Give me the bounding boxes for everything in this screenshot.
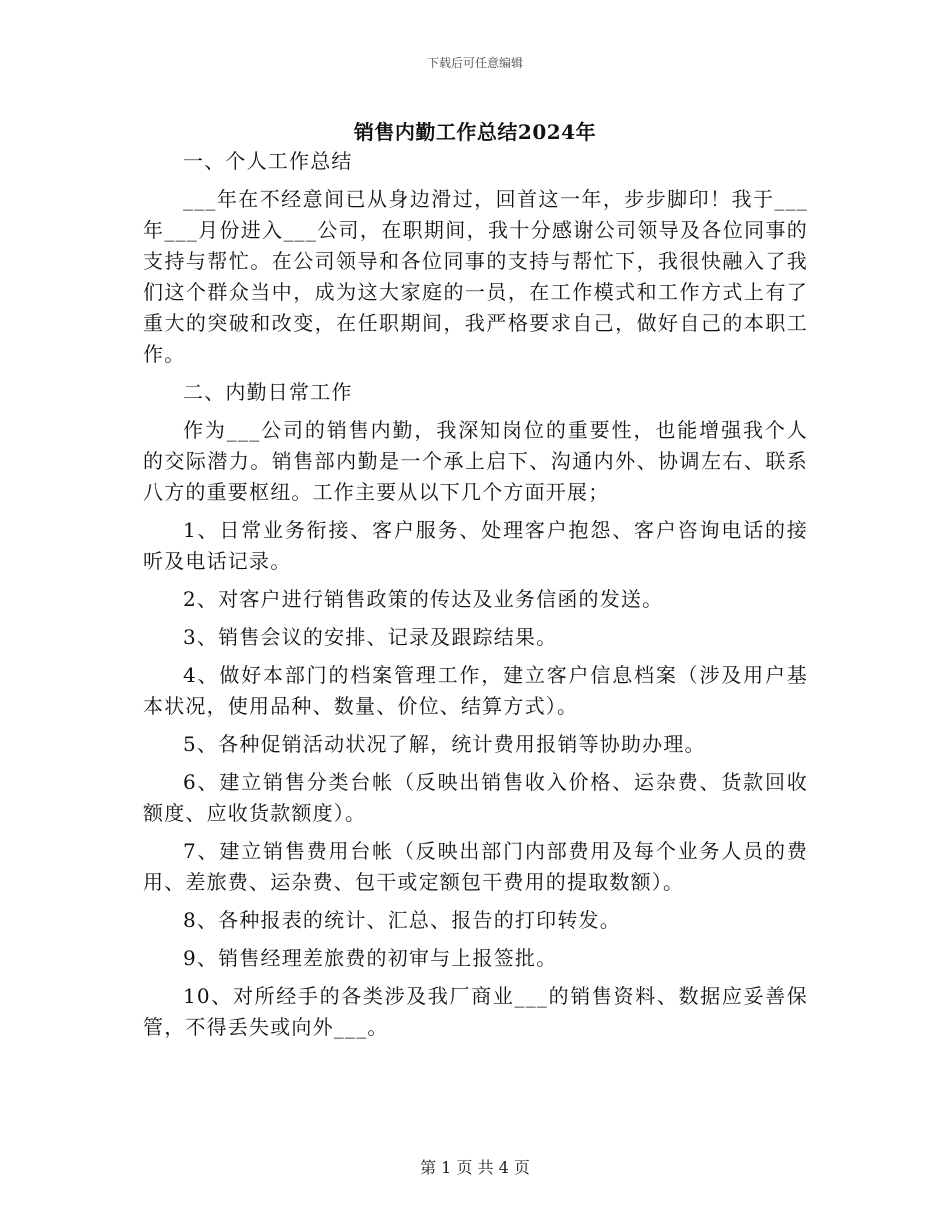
section-heading-daily-work: 二、内勤日常工作 [183,380,353,404]
document-title: 销售内勤工作总结2024年 [353,120,597,144]
list-item-9: 9、销售经理差旅费的初审与上报签批。 [183,946,558,970]
list-item-7: 7、建立销售费用台帐（反映出部门内部费用及每个业务人员的费用、差旅费、运杂费、包干或定额包干费用的提取数额）。 [143,839,808,894]
header-note: 下载后可任意编辑 [426,56,523,70]
list-item-5: 5、各种促销活动状况了解，统计费用报销等协助办理。 [183,732,706,756]
list-item-2: 2、对客户进行销售政策的传达及业务信函的发送。 [183,587,664,611]
paragraph-personal-summary: ___年在不经意间已从身边滑过，回首这一年，步步脚印！我于___年___月份进入___公司，在职期间，我十分感谢公司领导及各位同事的支持与帮忙。在公司领导和各位同事的支持与帮忙下，我很快融入了我们这个群众当中，成为这大家庭的一员，在工作模式和工作方式上有了重大的突破和改变，在任职期间，我严格要求自己，做好自己的本职工作。 [143,187,808,366]
list-item-1: 1、日常业务衔接、客户服务、处理客户抱怨、客户咨询电话的接听及电话记录。 [143,518,808,573]
list-item-8: 8、各种报表的统计、汇总、报告的打印转发。 [183,908,621,932]
list-item-10: 10、对所经手的各类涉及我厂商业___的销售资料、数据应妥善保管，不得丢失或向外___。 [143,984,808,1039]
paragraph-role-intro: 作为___公司的销售内勤，我深知岗位的重要性，也能增强我个人的交际潜力。销售部内勤是一个承上启下、沟通内外、协调左右、联系八方的重要枢纽。工作主要从以下几个方面开展； [143,418,808,504]
list-item-6: 6、建立销售分类台帐（反映出销售收入价格、运杂费、货款回收额度、应收货款额度）。 [143,770,808,825]
list-item-3: 3、销售会议的安排、记录及跟踪结果。 [183,625,558,649]
page-number-footer: 第 1 页 共 4 页 [420,1158,530,1177]
document-body [143,146,808,1050]
section-heading-personal-summary: 一、个人工作总结 [183,149,353,173]
list-item-4: 4、做好本部门的档案管理工作，建立客户信息档案（涉及用户基本状况，使用品种、数量、价位、结算方式）。 [143,663,808,718]
